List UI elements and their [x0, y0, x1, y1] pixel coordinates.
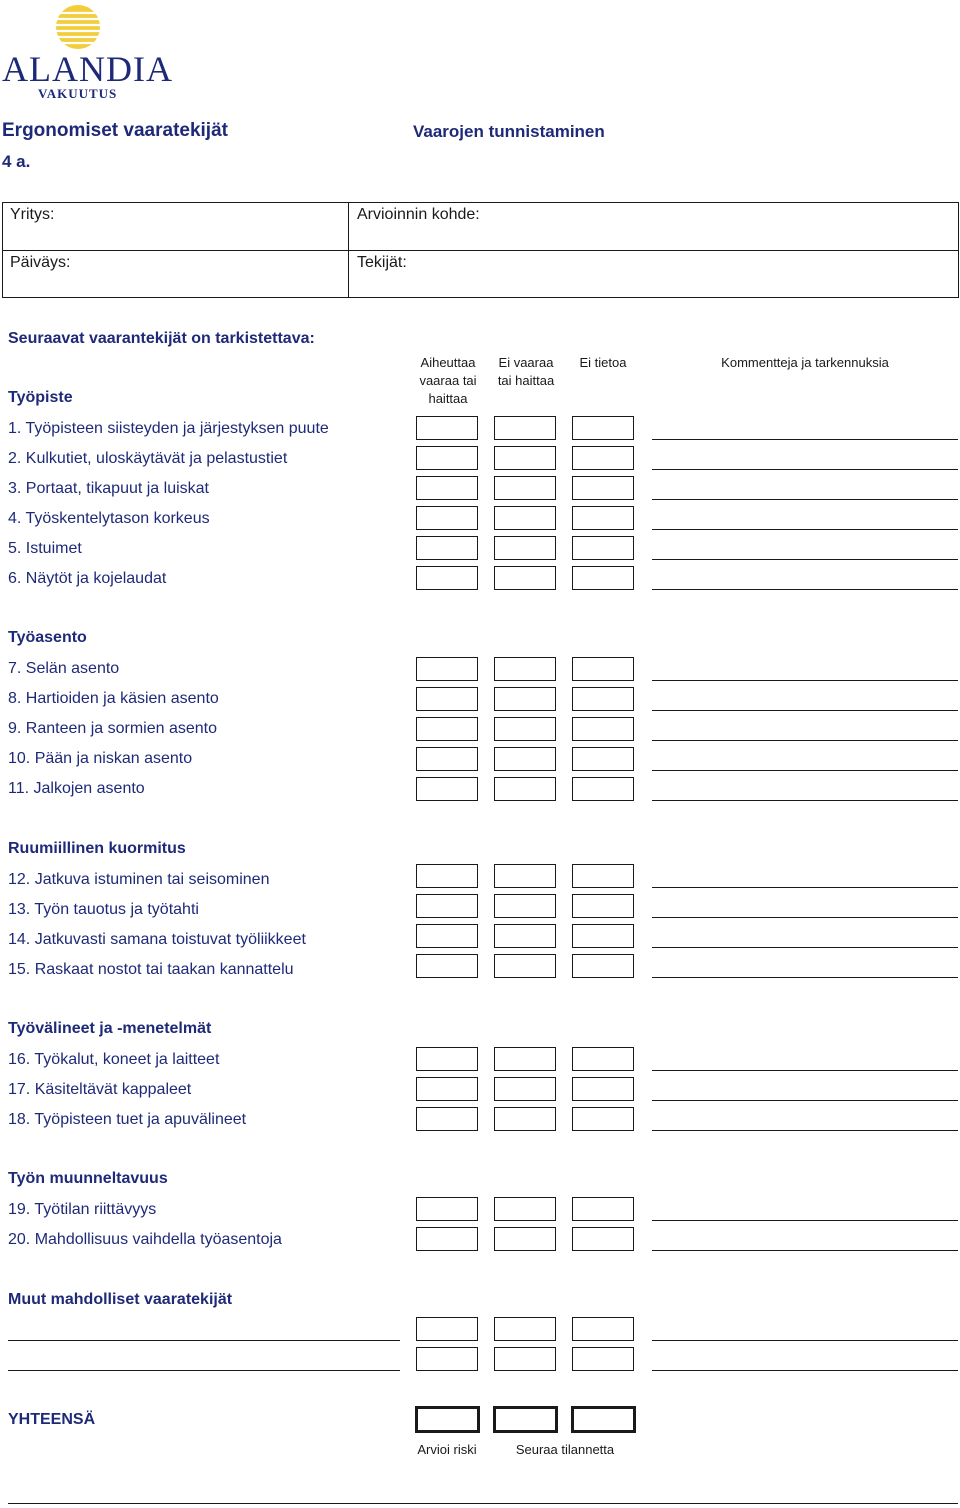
hazard-checkbox[interactable]	[416, 657, 478, 681]
comment-line[interactable]	[652, 770, 958, 771]
company-field[interactable]: Yritys:	[10, 206, 55, 223]
page-right-title: Vaarojen tunnistaminen	[413, 122, 605, 141]
comment-line[interactable]	[652, 1100, 958, 1101]
follow-situation-label: Seuraa tilannetta	[515, 1442, 615, 1457]
no-hazard-checkbox[interactable]	[494, 864, 556, 888]
no-info-checkbox[interactable]	[572, 1227, 634, 1251]
hazard-checkbox[interactable]	[416, 747, 478, 771]
checklist-item: 3. Portaat, tikapuut ja luiskat	[8, 480, 209, 497]
no-hazard-checkbox[interactable]	[494, 1107, 556, 1131]
comment-line[interactable]	[652, 469, 958, 470]
no-info-checkbox[interactable]	[572, 777, 634, 801]
hazard-checkbox[interactable]	[416, 446, 478, 470]
hazard-checkbox[interactable]	[416, 1047, 478, 1071]
intro-text: Seuraavat vaarantekijät on tarkistettava:	[8, 330, 315, 347]
page-subtitle: 4 a.	[2, 152, 31, 171]
logo-wordmark: ALANDIA	[2, 49, 173, 89]
total-no-info-box[interactable]	[571, 1406, 636, 1433]
hazard-checkbox[interactable]	[416, 416, 478, 440]
comment-line[interactable]	[652, 740, 958, 741]
comment-line[interactable]	[652, 887, 958, 888]
logo-sun-icon	[55, 4, 101, 50]
no-info-checkbox[interactable]	[572, 747, 634, 771]
comment-line[interactable]	[652, 947, 958, 948]
no-info-checkbox[interactable]	[572, 657, 634, 681]
no-hazard-checkbox[interactable]	[494, 536, 556, 560]
no-info-checkbox[interactable]	[572, 1107, 634, 1131]
total-label: YHTEENSÄ	[8, 1411, 96, 1428]
column-header-hazard: Aiheuttaa vaaraa tai haittaa	[419, 355, 477, 406]
no-info-checkbox[interactable]	[572, 506, 634, 530]
comment-line[interactable]	[652, 589, 958, 590]
other-hazard-line[interactable]	[8, 1340, 400, 1341]
comment-line[interactable]	[652, 1070, 958, 1071]
info-table	[2, 202, 959, 298]
comment-line[interactable]	[652, 1220, 958, 1221]
checklist-item: 19. Työtilan riittävyys	[8, 1201, 157, 1218]
hazard-checkbox[interactable]	[416, 476, 478, 500]
no-info-checkbox[interactable]	[572, 717, 634, 741]
no-info-checkbox[interactable]	[572, 924, 634, 948]
hazard-checkbox[interactable]	[416, 1077, 478, 1101]
checklist-item: 5. Istuimet	[8, 540, 82, 557]
checklist-item: 2. Kulkutiet, uloskäytävät ja pelastustiet	[8, 450, 288, 467]
section-title-workstation: Työpiste	[8, 389, 73, 406]
no-hazard-checkbox[interactable]	[494, 506, 556, 530]
column-header-comments: Kommentteja ja tarkennuksia	[721, 355, 889, 370]
checklist-item: 15. Raskaat nostot tai taakan kannattelu	[8, 961, 294, 978]
hazard-checkbox[interactable]	[416, 717, 478, 741]
comment-line[interactable]	[652, 439, 958, 440]
section-title-variability: Työn muunneltavuus	[8, 1170, 168, 1187]
no-info-checkbox[interactable]	[572, 687, 634, 711]
no-hazard-checkbox[interactable]	[494, 416, 556, 440]
info-divider-h	[3, 250, 958, 251]
section-title-other: Muut mahdolliset vaaratekijät	[8, 1291, 233, 1308]
checklist-item: 6. Näytöt ja kojelaudat	[8, 570, 167, 587]
hazard-checkbox[interactable]	[416, 777, 478, 801]
checklist-item: 18. Työpisteen tuet ja apuvälineet	[8, 1111, 247, 1128]
checklist-item: 9. Ranteen ja sormien asento	[8, 720, 218, 737]
comment-line[interactable]	[652, 977, 958, 978]
no-info-checkbox[interactable]	[572, 1317, 634, 1341]
no-info-checkbox[interactable]	[572, 1047, 634, 1071]
date-field[interactable]: Päiväys:	[10, 254, 71, 271]
hazard-checkbox[interactable]	[416, 864, 478, 888]
comment-line[interactable]	[652, 499, 958, 500]
hazard-checkbox[interactable]	[416, 536, 478, 560]
hazard-checkbox[interactable]	[416, 1107, 478, 1131]
hazard-checkbox[interactable]	[416, 894, 478, 918]
section-title-physical-load: Ruumiillinen kuormitus	[8, 840, 186, 857]
no-info-checkbox[interactable]	[572, 954, 634, 978]
section-title-posture: Työasento	[8, 629, 87, 646]
no-info-checkbox[interactable]	[572, 536, 634, 560]
hazard-checkbox[interactable]	[416, 1227, 478, 1251]
hazard-checkbox[interactable]	[416, 506, 478, 530]
checklist-item: 14. Jatkuvasti samana toistuvat työliikkeet	[8, 931, 306, 948]
checklist-item: 13. Työn tauotus ja työtahti	[8, 901, 199, 918]
no-info-checkbox[interactable]	[572, 446, 634, 470]
checklist-item: 1. Työpisteen siisteyden ja järjestyksen puute	[8, 420, 329, 437]
no-info-checkbox[interactable]	[572, 476, 634, 500]
hazard-checkbox[interactable]	[416, 924, 478, 948]
no-hazard-checkbox[interactable]	[494, 717, 556, 741]
comment-line[interactable]	[652, 559, 958, 560]
hazard-checkbox[interactable]	[416, 1197, 478, 1221]
no-hazard-checkbox[interactable]	[494, 687, 556, 711]
no-hazard-checkbox[interactable]	[494, 1317, 556, 1341]
checklist-item: 11. Jalkojen asento	[8, 780, 145, 797]
comment-line[interactable]	[652, 680, 958, 681]
comment-line[interactable]	[652, 1340, 958, 1341]
no-hazard-checkbox[interactable]	[494, 1227, 556, 1251]
comment-line[interactable]	[652, 1250, 958, 1251]
no-info-checkbox[interactable]	[572, 894, 634, 918]
no-hazard-checkbox[interactable]	[494, 1077, 556, 1101]
no-hazard-checkbox[interactable]	[494, 924, 556, 948]
no-info-checkbox[interactable]	[572, 1077, 634, 1101]
no-hazard-checkbox[interactable]	[494, 777, 556, 801]
comment-line[interactable]	[652, 710, 958, 711]
section-title-tools: Työvälineet ja -menetelmät	[8, 1020, 212, 1037]
no-hazard-checkbox[interactable]	[494, 1047, 556, 1071]
hazard-checkbox[interactable]	[416, 1317, 478, 1341]
checklist-item: 10. Pään ja niskan asento	[8, 750, 193, 767]
no-hazard-checkbox[interactable]	[494, 894, 556, 918]
hazard-checkbox[interactable]	[416, 566, 478, 590]
no-hazard-checkbox[interactable]	[494, 657, 556, 681]
other-hazard-line[interactable]	[8, 1370, 400, 1371]
no-hazard-checkbox[interactable]	[494, 566, 556, 590]
checklist-item: 20. Mahdollisuus vaihdella työasentoja	[8, 1231, 282, 1248]
assess-risk-label: Arvioi riski	[417, 1442, 477, 1457]
comment-line[interactable]	[652, 917, 958, 918]
no-hazard-checkbox[interactable]	[494, 747, 556, 771]
total-hazard-box[interactable]	[415, 1406, 480, 1433]
comment-line[interactable]	[652, 1130, 958, 1131]
comment-line[interactable]	[652, 800, 958, 801]
hazard-checkbox[interactable]	[416, 687, 478, 711]
hazard-checkbox[interactable]	[416, 954, 478, 978]
no-info-checkbox[interactable]	[572, 1347, 634, 1371]
checklist-item: 4. Työskentelytason korkeus	[8, 510, 210, 527]
total-no-hazard-box[interactable]	[493, 1406, 558, 1433]
checklist-item: 16. Työkalut, koneet ja laitteet	[8, 1051, 220, 1068]
info-divider-v	[348, 203, 349, 297]
no-info-checkbox[interactable]	[572, 1197, 634, 1221]
column-header-no-info: Ei tietoa	[579, 355, 627, 370]
no-hazard-checkbox[interactable]	[494, 1197, 556, 1221]
logo-subtitle: VAKUUTUS	[38, 86, 118, 101]
checklist-item: 7. Selän asento	[8, 660, 120, 677]
checklist-item: 12. Jatkuva istuminen tai seisominen	[8, 871, 270, 888]
column-header-no-hazard: Ei vaaraa tai haittaa	[497, 355, 555, 388]
checklist-item: 17. Käsiteltävät kappaleet	[8, 1081, 192, 1098]
bottom-rule	[8, 1503, 958, 1504]
hazard-checkbox[interactable]	[416, 1347, 478, 1371]
comment-line[interactable]	[652, 1370, 958, 1371]
no-info-checkbox[interactable]	[572, 416, 634, 440]
no-hazard-checkbox[interactable]	[494, 446, 556, 470]
page-title: Ergonomiset vaaratekijät	[2, 120, 228, 141]
no-hazard-checkbox[interactable]	[494, 1347, 556, 1371]
checklist-item: 8. Hartioiden ja käsien asento	[8, 690, 219, 707]
comment-line[interactable]	[652, 529, 958, 530]
no-info-checkbox[interactable]	[572, 864, 634, 888]
target-field[interactable]: Arvioinnin kohde:	[357, 206, 480, 223]
no-info-checkbox[interactable]	[572, 566, 634, 590]
no-hazard-checkbox[interactable]	[494, 476, 556, 500]
authors-field[interactable]: Tekijät:	[357, 254, 407, 271]
no-hazard-checkbox[interactable]	[494, 954, 556, 978]
